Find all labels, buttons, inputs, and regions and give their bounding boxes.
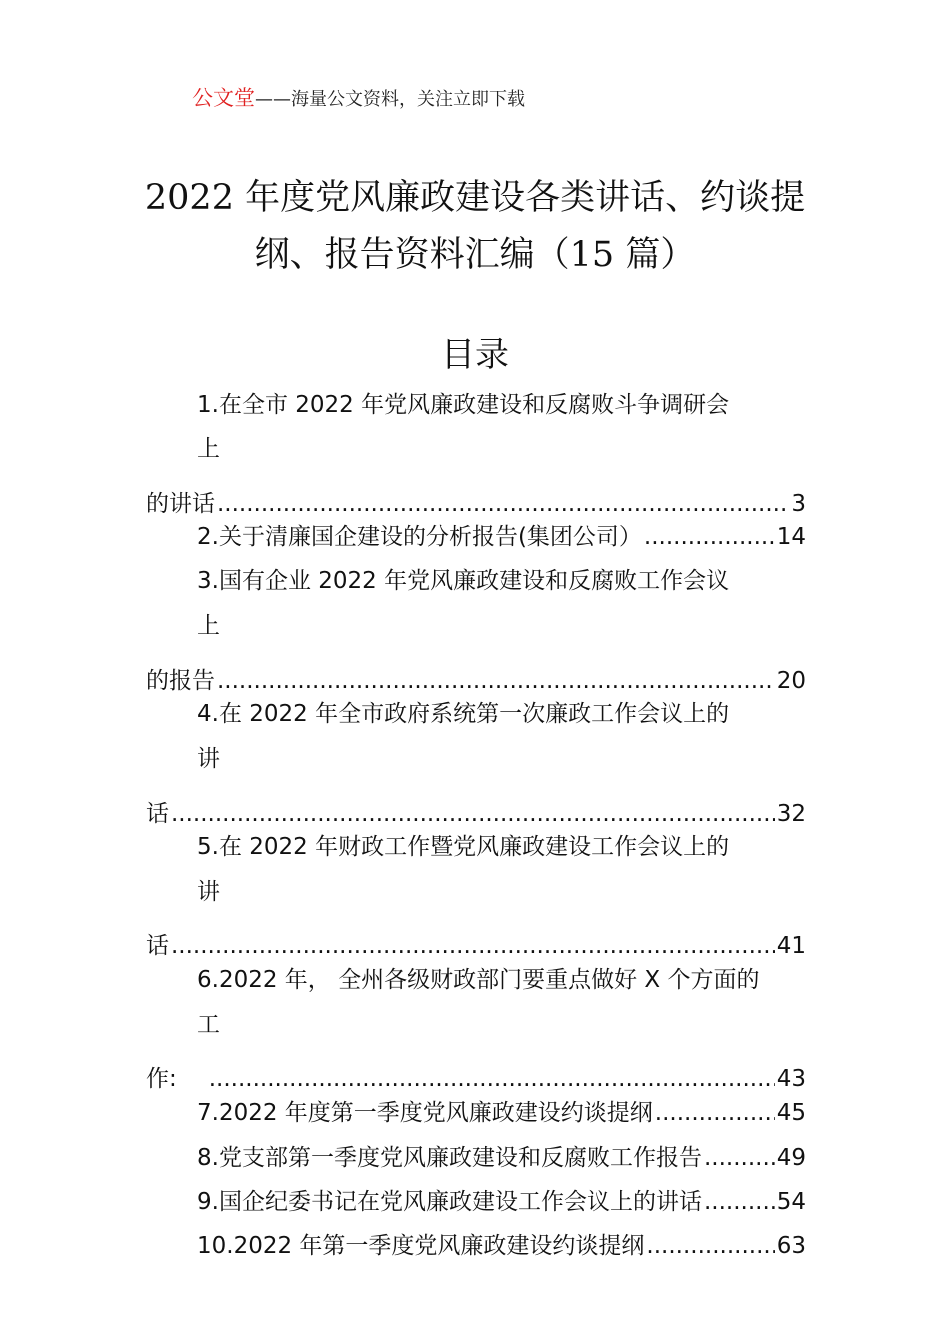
- toc-entry-label: 的报告: [146, 668, 215, 694]
- toc-entry-8[interactable]: [197, 1141, 806, 1175]
- dot-leader: [646, 1229, 774, 1263]
- dot-leader: [171, 929, 775, 963]
- toc-entry-label: 9.国企纪委书记在党风廉政建设工作会议上的讲话: [197, 1189, 702, 1215]
- toc-entry-3-line2[interactable]: 上: [197, 613, 220, 639]
- toc-entry-9[interactable]: [197, 1185, 806, 1219]
- toc-page-number: 43: [776, 1066, 806, 1092]
- toc-entry-label: 8.党支部第一季度党风廉政建设和反腐败工作报告: [197, 1145, 702, 1171]
- title-line-1: 2022 年度党风廉政建设各类讲话、约谈提: [144, 178, 806, 218]
- toc-entry-6-line1[interactable]: 6.2022 年， 全州各级财政部门要重点做好 X 个方面的: [197, 967, 760, 993]
- toc-entry-label: 7.2022 年度第一季度党风廉政建设约谈提纲: [197, 1100, 653, 1126]
- page-header: [192, 84, 525, 114]
- toc-entry-4-line2[interactable]: 讲: [197, 746, 220, 772]
- toc-entry-1-line2[interactable]: 上: [197, 436, 220, 462]
- toc-entry-label: 话: [146, 933, 169, 959]
- toc-page-number: 54: [776, 1189, 806, 1215]
- toc-page-number: 14: [776, 524, 806, 550]
- brand-name: 公文堂: [192, 86, 255, 110]
- toc-entry-label: 话: [146, 801, 169, 827]
- toc-entry-label: 10.2022 年第一季度党风廉政建设约谈提纲: [197, 1233, 645, 1259]
- dot-leader: [217, 487, 789, 521]
- title-line-2: 纲、报告资料汇编（15 篇）: [254, 235, 696, 275]
- toc-entry-4-tail[interactable]: [146, 797, 806, 831]
- toc-entry-5-tail[interactable]: [146, 929, 806, 963]
- document-title: [130, 170, 820, 284]
- toc-entry-10[interactable]: [197, 1229, 806, 1263]
- toc-entry-label: 作:: [146, 1066, 177, 1092]
- dot-leader: [209, 1062, 775, 1096]
- toc-entry-label: 的讲话: [146, 491, 215, 517]
- toc-page-number: 32: [776, 801, 806, 827]
- toc-page-number: 20: [776, 668, 806, 694]
- dot-leader: [655, 1096, 775, 1130]
- toc-entry-4-line1[interactable]: 4.在 2022 年全市政府系统第一次廉政工作会议上的: [197, 701, 730, 727]
- toc-page-number: 41: [776, 933, 806, 959]
- toc-entry-7[interactable]: [197, 1096, 806, 1130]
- toc-page-number: 3: [791, 491, 806, 517]
- toc-page-number: 63: [776, 1233, 806, 1259]
- toc-entry-2[interactable]: [197, 520, 806, 554]
- toc-entry-6-line2[interactable]: 工: [197, 1012, 220, 1038]
- dot-leader: [171, 797, 775, 831]
- dot-leader: [644, 520, 775, 554]
- dot-leader: [704, 1185, 775, 1219]
- toc-entry-3-line1[interactable]: 3.国有企业 2022 年党风廉政建设和反腐败工作会议: [197, 568, 730, 594]
- toc-page-number: 45: [776, 1100, 806, 1126]
- dot-leader: [217, 664, 775, 698]
- toc-entry-1-line1[interactable]: 1.在全市 2022 年党风廉政建设和反腐败斗争调研会: [197, 392, 730, 418]
- toc-heading: 目录: [441, 335, 509, 375]
- toc-entry-5-line1[interactable]: 5.在 2022 年财政工作暨党风廉政建设工作会议上的: [197, 834, 730, 860]
- toc-entry-label: 2.关于清廉国企建设的分析报告(集团公司）: [197, 524, 642, 550]
- header-tagline: ——海量公文资料，关注立即下载: [255, 89, 525, 110]
- toc-page-number: 49: [776, 1145, 806, 1171]
- toc-entry-6-tail[interactable]: [146, 1062, 806, 1096]
- toc-entry-1-tail[interactable]: [146, 487, 806, 521]
- toc-entry-5-line2[interactable]: 讲: [197, 879, 220, 905]
- dot-leader: [704, 1141, 775, 1175]
- toc-entry-3-tail[interactable]: [146, 664, 806, 698]
